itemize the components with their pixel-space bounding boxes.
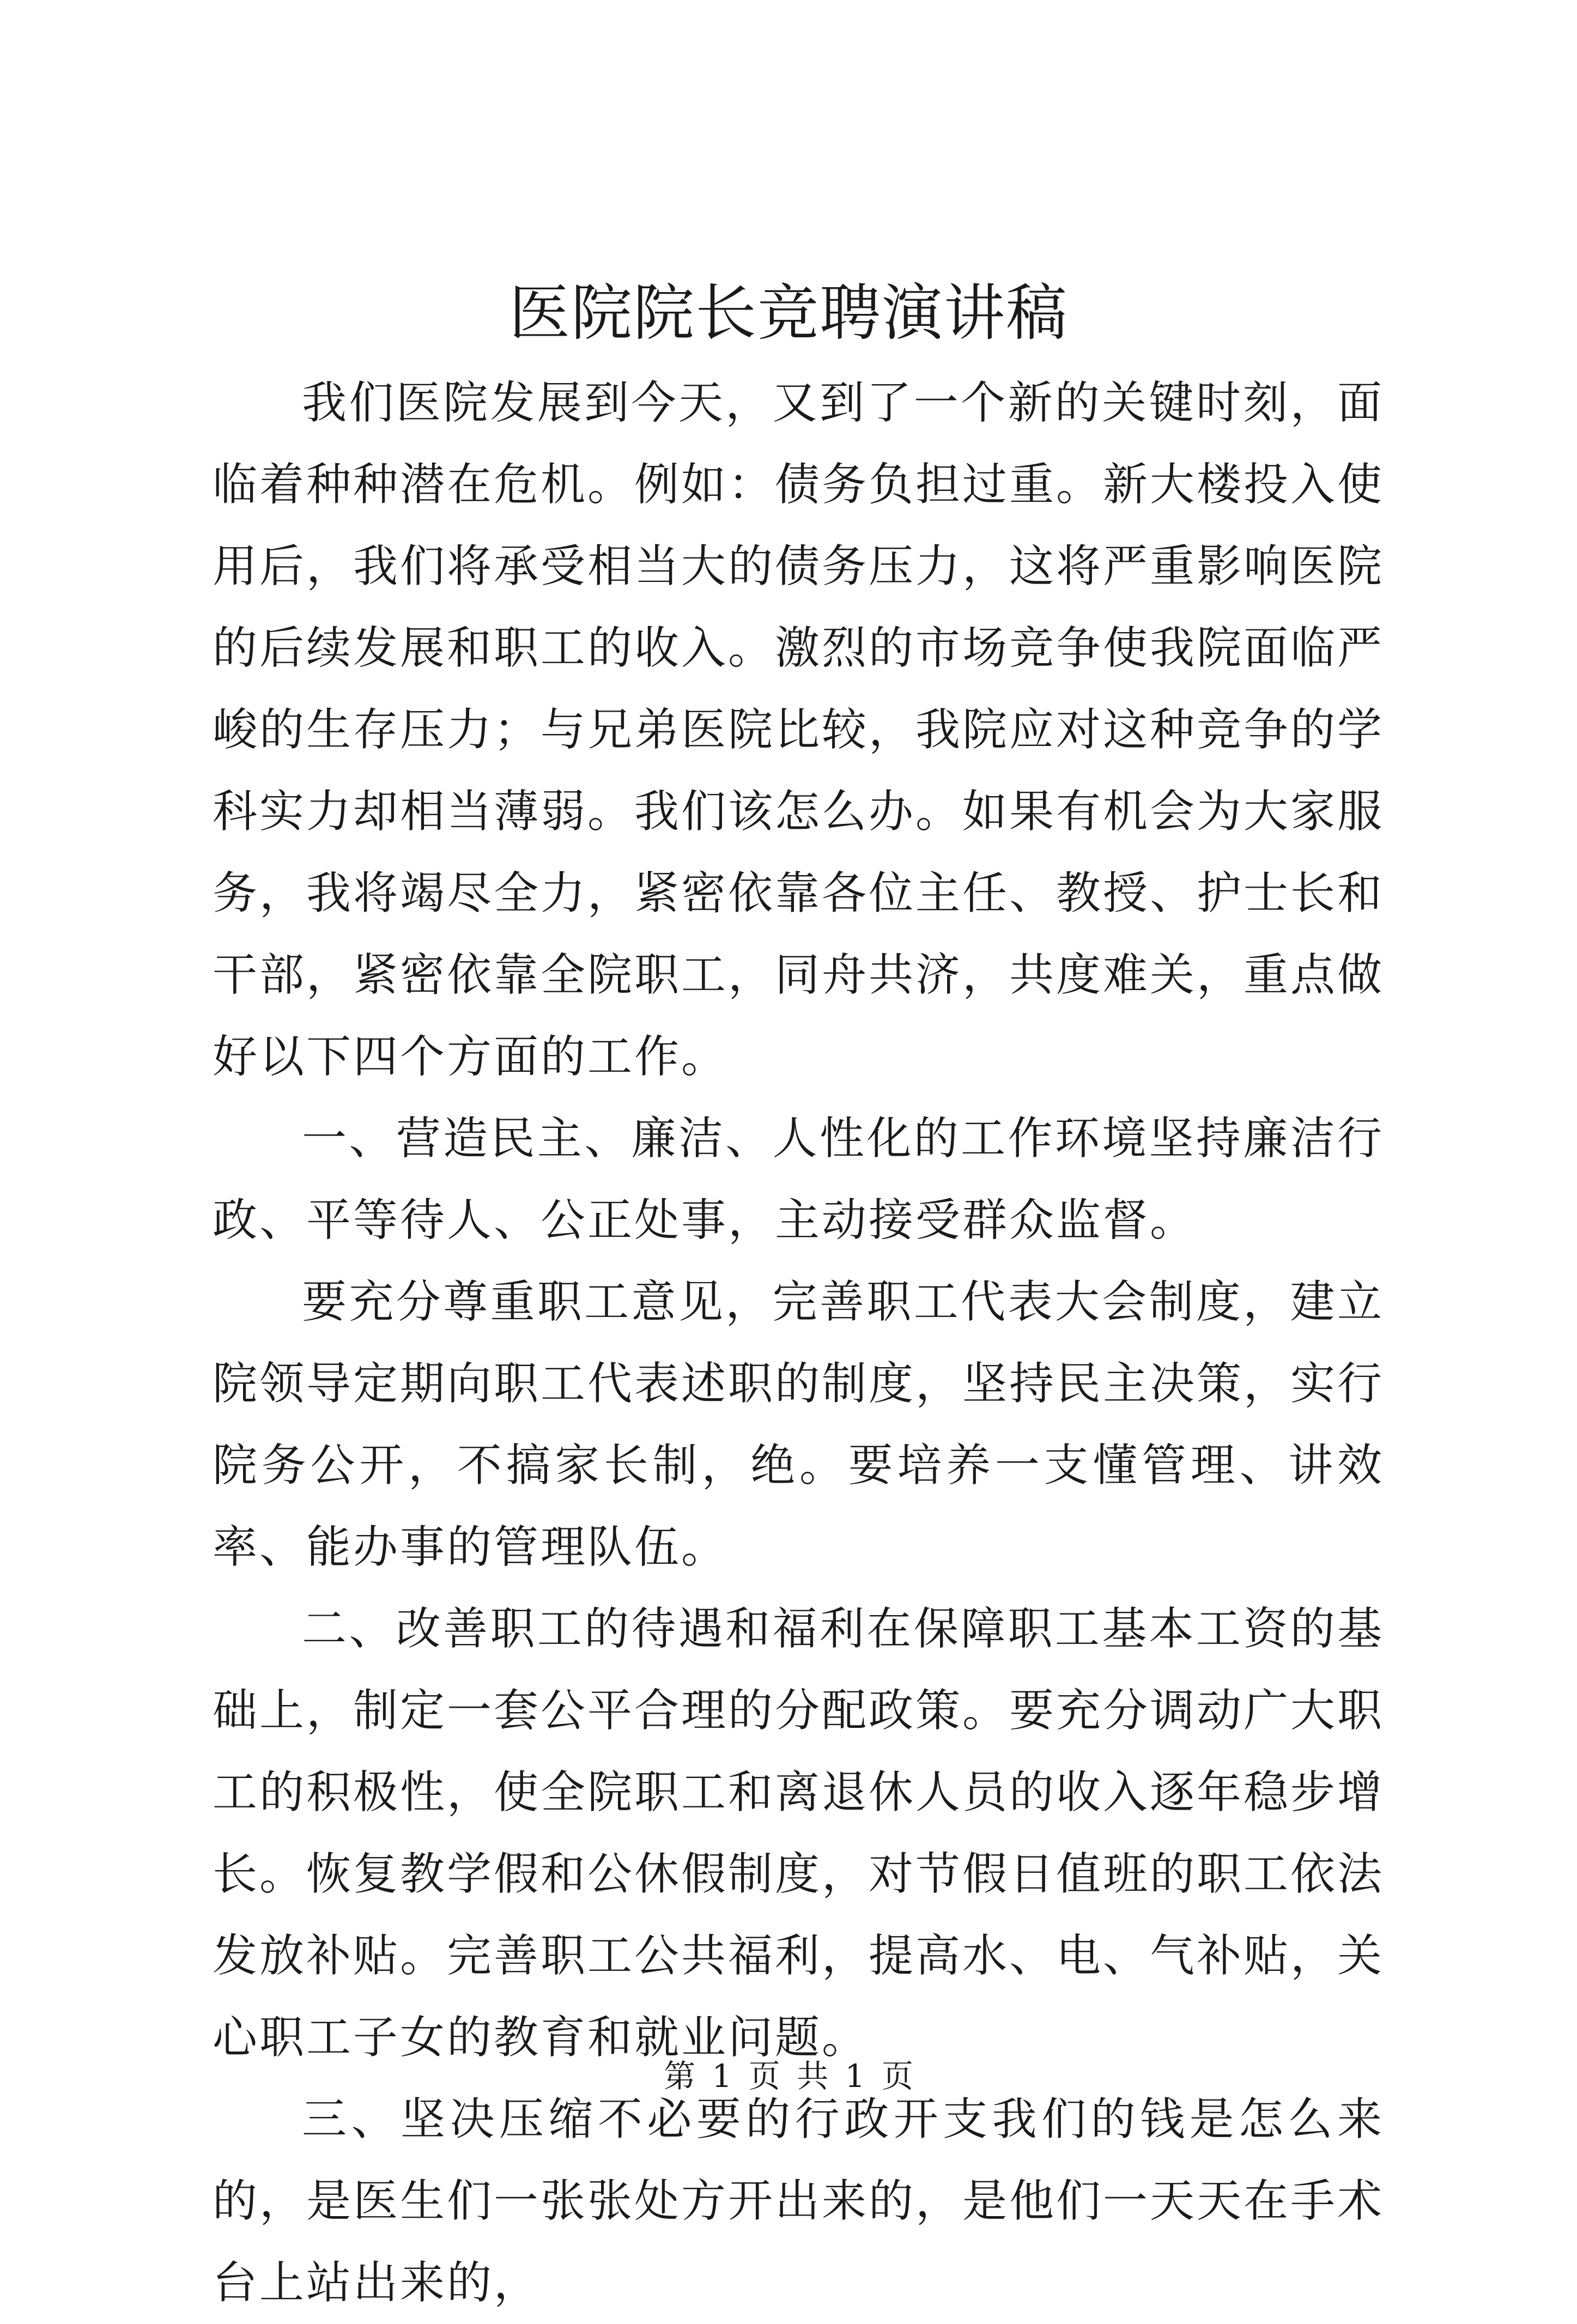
paragraph-intro: 我们医院发展到今天，又到了一个新的关键时刻，面临着种种潜在危机。例如：债务负担过重。新大楼投入使用后，我们将承受相当大的债务压力，这将严重影响医院的后续发展和职工的收入。激烈的市场竞争使我院面临严峻的生存压力；与兄弟医院比较，我院应对这种竞争的学科实力却相当薄弱。我们该怎么办。如果有机会为大家服务，我将竭尽全力，紧密依靠各位主任、教授、护士长和干部，紧密依靠全院职工，同舟共济，共度难关，重点做好以下四个方面的工作。 — [213, 377, 1385, 1083]
page-number-footer: 第 1 页 共 1 页 — [664, 2058, 913, 2095]
paragraph-section-one-detail: 要充分尊重职工意见，完善职工代表大会制度，建立院领导定期向职工代表述职的制度，坚持民主决策，实行院务公开，不搞家长制，绝。要培养一支懂管理、讲效率、能办事的管理队伍。 — [213, 1276, 1385, 1573]
paragraph-section-one: 一、营造民主、廉洁、人性化的工作环境坚持廉洁行政、平等待人、公正处事，主动接受群众监督。 — [213, 1113, 1384, 1246]
document-title: 医院院长竞聘演讲稿 — [509, 278, 1068, 349]
paragraph-section-two: 二、改善职工的待遇和福利在保障职工基本工资的基础上，制定一套公平合理的分配政策。要充分调动广大职工的积极性，使全院职工和离退休人员的收入逐年稳步增长。恢复教学假和公休假制度，对节假日值班的职工依法发放补贴。完善职工公共福利，提高水、电、气补贴，关心职工子女的教育和就业问题。 — [213, 1603, 1385, 2064]
paragraph-section-three: 三、坚决压缩不必要的行政开支我们的钱是怎么来的，是医生们一张张处方开出来的，是他们一天天在手术台上站出来的， — [213, 2094, 1385, 2309]
document-body — [213, 362, 1384, 2324]
